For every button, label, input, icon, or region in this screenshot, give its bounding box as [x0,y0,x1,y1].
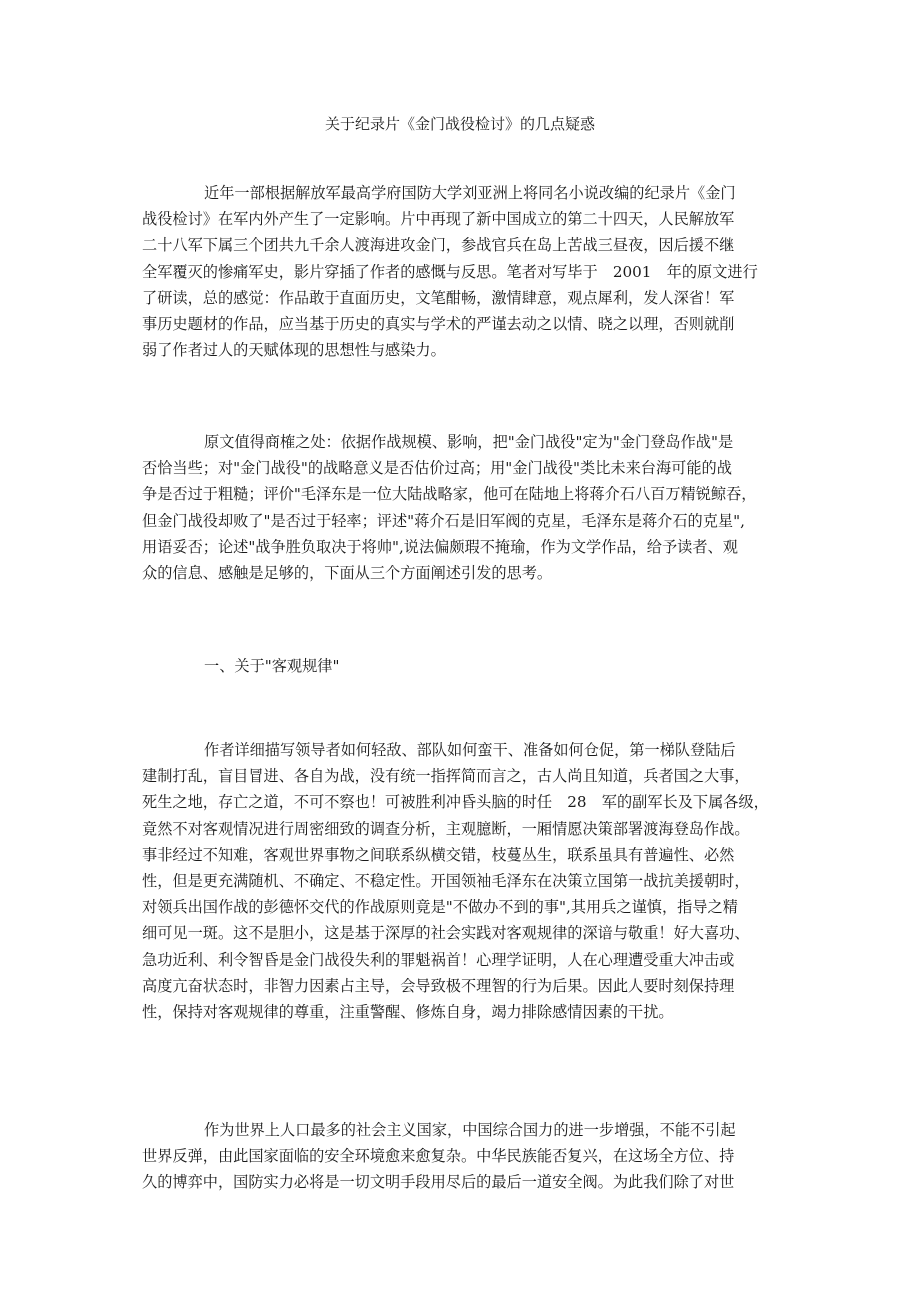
paragraph-line: 性，但是更充满随机、不确定、不稳定性。开国领袖毛泽东在决策立国第一战抗美援朝时， [142,871,750,890]
paragraph-line: 事历史题材的作品，应当基于历史的真实与学术的严谨去动之以情、晓之以理，否则就削 [142,314,735,333]
paragraph-line: 世界反弹，由此国家面临的安全环境愈来愈复杂。中华民族能否复兴，在这场全方位、持 [142,1147,735,1166]
paragraph-line: 弱了作者过人的天赋体现的思想性与感染力。 [142,341,446,360]
paragraph-2 [142,429,782,586]
paragraph-line: 建制打乱，盲目冒进、各自为战，没有统一指挥简而言之，古人尚且知道，兵者国之大事， [142,767,750,786]
paragraph-line: 全军覆灭的惨痛军史，影片穿插了作者的感慨与反思。笔者对写毕于 2001 年的原文进行 [142,262,758,281]
paragraph-line: 否恰当些；对"金门战役"的战略意义是否估价过高；用"金门战役"类比未来台海可能的战 [142,459,732,478]
paragraph-1 [142,180,782,363]
paragraph-line: 急功近利、利令智昏是金门战役失利的罪魁祸首！心理学证明，人在心理遭受重大冲击或 [142,950,735,969]
paragraph-line: 竟然不对客观情况进行周密细致的调查分析，主观臆断，一厢情愿决策部署渡海登岛作战。 [142,819,750,838]
paragraph-4 [142,1117,782,1196]
paragraph-line: 原文值得商榷之处：依据作战规模、影响，把"金门战役"定为"金门登岛作战"是 [204,433,734,451]
section-heading: 一、关于"客观规律" [204,657,340,675]
paragraph-line: 战役检讨》在军内外产生了一定影响。片中再现了新中国成立的第二十四天，人民解放军 [142,210,735,229]
paragraph-line: 用语妥否；论述"战争胜负取决于将帅",说法偏颇瑕不掩瑜，作为文学作品，给予读者、观 [142,537,738,556]
paragraph-line: 作者详细描写领导者如何轻敌、部队如何蛮干、准备如何仓促，第一梯队登陆后 [204,741,736,759]
paragraph-line: 事非经过不知难，客观世界事物之间联系纵横交错，枝蔓丛生，联系虽具有普遍性、必然 [142,845,735,864]
paragraph-line: 死生之地，存亡之道，不可不察也！可被胜利冲昏头脑的时任 28 军的副军长及下属各级， [142,793,769,812]
paragraph-line: 对领兵出国作战的彭德怀交代的作战原则竟是"不做办不到的事",其用兵之谨慎，指导之精 [142,898,738,917]
paragraph-line: 高度亢奋状态时，非智力因素占主导，会导致极不理智的行为后果。因此人要时刻保持理 [142,976,735,995]
paragraph-line: 二十八军下属三个团共九千余人渡海进攻金门，参战官兵在岛上苦战三昼夜，因后援不继 [142,236,735,255]
paragraph-line: 细可见一斑。这不是胆小，这是基于深厚的社会实践对客观规律的深谙与敬重！好大喜功、 [142,924,750,943]
paragraph-line: 近年一部根据解放军最高学府国防大学刘亚洲上将同名小说改编的纪录片《金门 [204,184,736,202]
paragraph-line: 了研读，总的感觉：作品敢于直面历史，文笔酣畅，激情肆意，观点犀利，发人深省！军 [142,288,735,307]
paragraph-line: 久的博弈中，国防实力必将是一切文明手段用尽后的最后一道安全阀。为此我们除了对世 [142,1173,735,1192]
document-title: 关于纪录片《金门战役检讨》的几点疑惑 [324,115,595,133]
paragraph-line: 但金门战役却败了"是否过于轻率；评述"蒋介石是旧军阀的克星，毛泽东是蒋介石的克星", [142,511,745,530]
paragraph-line: 作为世界上人口最多的社会主义国家，中国综合国力的进一步增强，不能不引起 [204,1121,736,1139]
paragraph-line: 众的信息、感触是足够的，下面从三个方面阐述引发的思考。 [142,563,553,582]
paragraph-line: 性，保持对客观规律的尊重，注重警醒、修炼自身，竭力排除感情因素的干扰。 [142,1002,674,1021]
paragraph-line: 争是否过于粗糙；评价"毛泽东是一位大陆战略家，他可在陆地上将蒋介石八百万精锐鲸吞， [142,485,757,504]
paragraph-3 [142,737,782,1025]
